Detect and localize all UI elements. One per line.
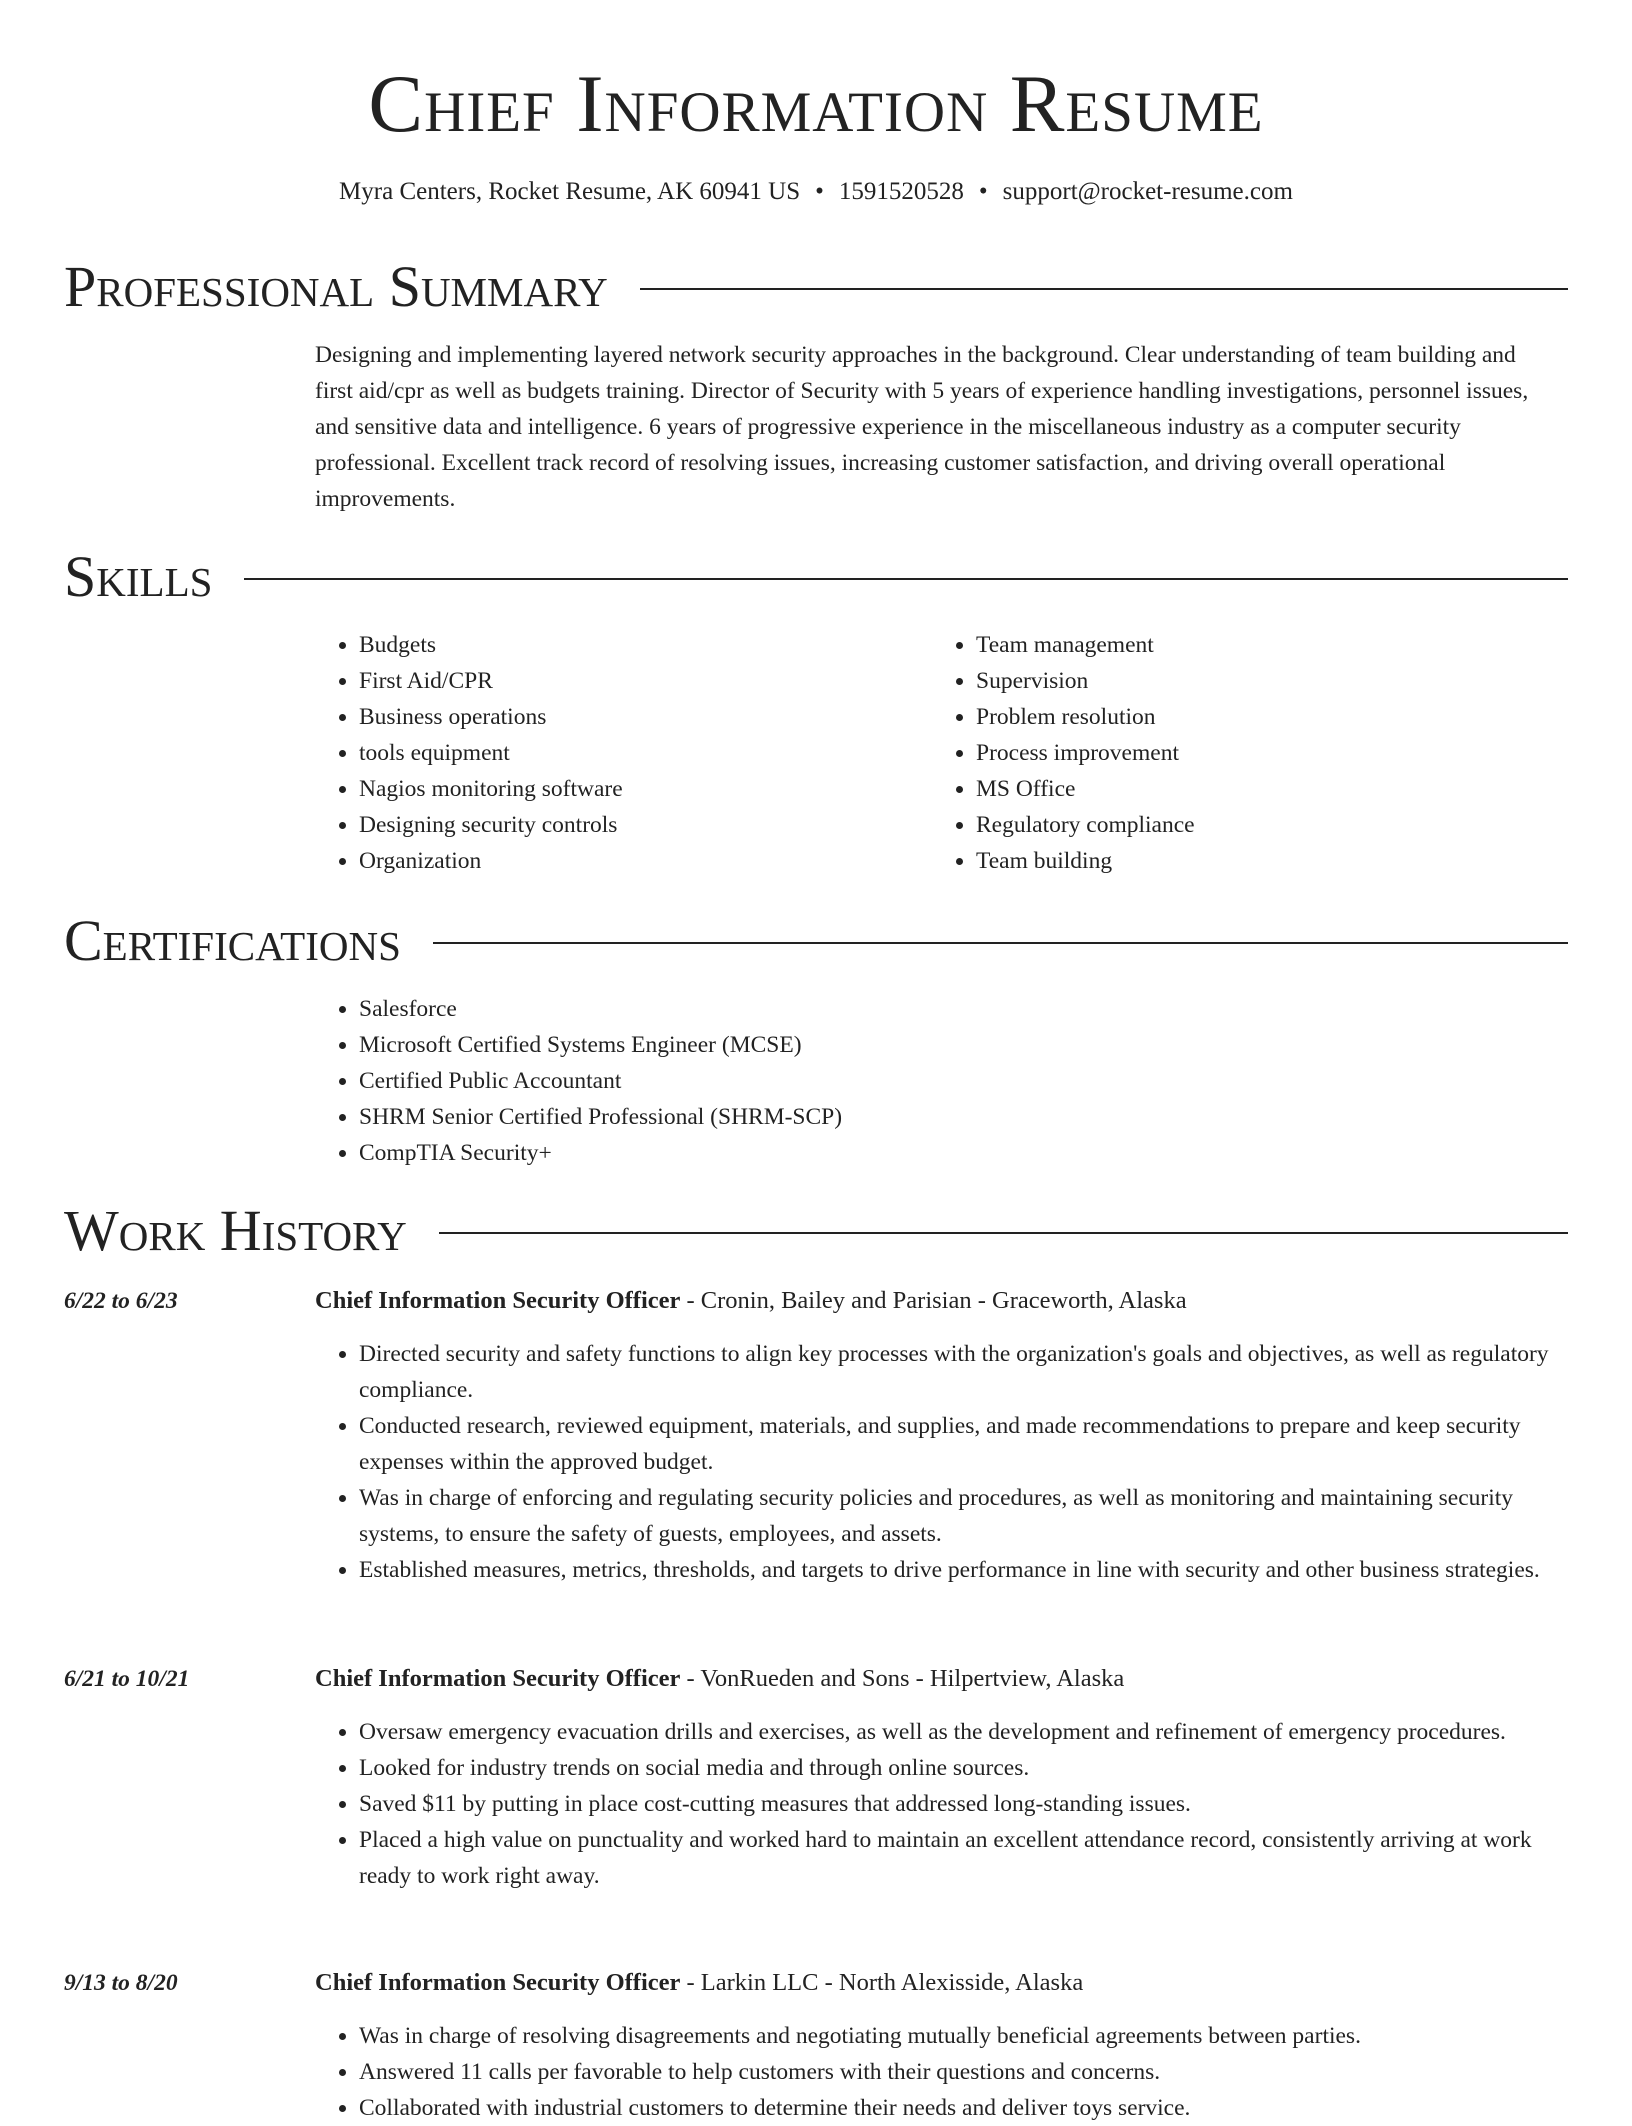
summary-section-header <box>64 252 1568 322</box>
skill-item: • Process improvement <box>976 735 1492 771</box>
work-history-heading: Work History <box>64 1198 407 1263</box>
job-bullet: • Looked for industry trends on social media and through online sources. <box>359 1750 1552 1786</box>
work-history-section-header <box>64 1196 1568 1266</box>
job-bullet: • Was in charge of enforcing and regulating security policies and procedures, as well as monitoring and maintaining security systems, to ensure the safety of guests, employees, and assets. <box>359 1480 1552 1552</box>
job-bullet: • Established measures, metrics, thresholds, and targets to drive performance in line with security and other business strategies. <box>359 1552 1552 1588</box>
job-bullet: • Oversaw emergency evacuation drills and exercises, as well as the development and refinement of emergency procedures. <box>359 1714 1552 1750</box>
contact-address: Myra Centers, Rocket Resume, AK 60941 US <box>339 178 801 205</box>
certification-item: • Microsoft Certified Systems Engineer (MCSE) <box>359 1027 1415 1063</box>
job-bullet: • Saved $11 by putting in place cost-cutting measures that addressed long-standing issues. <box>359 1786 1552 1822</box>
job-role: Chief Information Security Officer <box>315 1287 681 1314</box>
contact-separator: • <box>815 178 824 205</box>
skill-item: • Regulatory compliance <box>976 807 1492 843</box>
certification-item: • Certified Public Accountant <box>359 1063 1415 1099</box>
contact-line <box>0 176 1632 208</box>
job-role: Chief Information Security Officer <box>315 1969 681 1996</box>
resume-title: Chief Information Resume <box>368 58 1264 149</box>
job-bullet: • Placed a high value on punctuality and worked hard to maintain an excellent attendance record, consistently arriving at work ready to work right away. <box>359 1822 1552 1894</box>
certification-item: • Salesforce <box>359 991 1415 1027</box>
skills-section-header <box>64 542 1568 612</box>
skill-item: • MS Office <box>976 771 1492 807</box>
job-bullet: • Was in charge of resolving disagreements and negotiating mutually beneficial agreements between parties. <box>359 2018 1552 2054</box>
section-divider <box>433 942 1568 944</box>
contact-phone: 1591520528 <box>838 178 964 205</box>
summary-text: Designing and implementing layered network security approaches in the background. Clear understanding of team building and first aid/cpr as well as budgets training. Director of Security with 5 years of experience handling investigations, personnel issues, and sensitive data and intelligence. 6 years of progressive experience in the miscellaneous industry as a computer security professional. Excellent track record of resolving issues, increasing customer satisfaction, and driving overall operational improvements. <box>315 342 1529 512</box>
certification-item: • SHRM Senior Certified Professional (SHRM-SCP) <box>359 1099 1415 1135</box>
skill-item: • Business operations <box>359 699 875 735</box>
skills-left-column <box>315 627 875 879</box>
job-employer: - VonRueden and Sons - Hilpertview, Alaska <box>680 1665 1125 1692</box>
job-dates: 6/22 to 6/23 <box>64 1288 178 1314</box>
certifications-list <box>315 991 1415 1171</box>
skills-heading: Skills <box>64 544 213 609</box>
contact-email[interactable]: support@rocket-resume.com <box>1002 178 1293 205</box>
skill-item: • Team management <box>976 627 1492 663</box>
skill-item: • Team building <box>976 843 1492 879</box>
job-heading <box>315 1283 1552 1319</box>
skill-item: • First Aid/CPR <box>359 663 875 699</box>
skills-right-column <box>932 627 1492 879</box>
section-divider <box>244 578 1568 580</box>
skill-item: • Organization <box>359 843 875 879</box>
job-bullet: • Answered 11 calls per favorable to help customers with their questions and concerns. <box>359 2054 1552 2090</box>
section-divider <box>439 1232 1568 1234</box>
job-heading <box>315 1965 1552 2001</box>
skill-item: • Nagios monitoring software <box>359 771 875 807</box>
job-employer: - Cronin, Bailey and Parisian - Graceworth, Alaska <box>680 1287 1187 1314</box>
job-role: Chief Information Security Officer <box>315 1665 681 1692</box>
skill-item: • Designing security controls <box>359 807 875 843</box>
summary-heading: Professional Summary <box>64 254 608 319</box>
job-bullet: • Collaborated with industrial customers to determine their needs and deliver toys service. <box>359 2090 1552 2126</box>
certifications-heading: Certifications <box>64 908 401 973</box>
skill-item: • tools equipment <box>359 735 875 771</box>
certifications-section-header <box>64 906 1568 976</box>
contact-separator: • <box>978 178 988 205</box>
certification-item: • CompTIA Security+ <box>359 1135 1415 1171</box>
skill-item: • Problem resolution <box>976 699 1492 735</box>
job-heading <box>315 1661 1552 1697</box>
section-divider <box>640 288 1568 290</box>
skill-item: • Supervision <box>976 663 1492 699</box>
skill-item: • Budgets <box>359 627 875 663</box>
job-employer: - Larkin LLC - North Alexisside, Alaska <box>680 1969 1084 1996</box>
job-dates: 9/13 to 8/20 <box>64 1970 178 1996</box>
job-dates: 6/21 to 10/21 <box>64 1666 190 1692</box>
job-bullet: • Directed security and safety functions to align key processes with the organization's goals and objectives, as well as regulatory compliance. <box>359 1336 1552 1408</box>
job-bullet: • Conducted research, reviewed equipment, materials, and supplies, and made recommendations to prepare and keep security expenses within the approved budget. <box>359 1408 1552 1480</box>
